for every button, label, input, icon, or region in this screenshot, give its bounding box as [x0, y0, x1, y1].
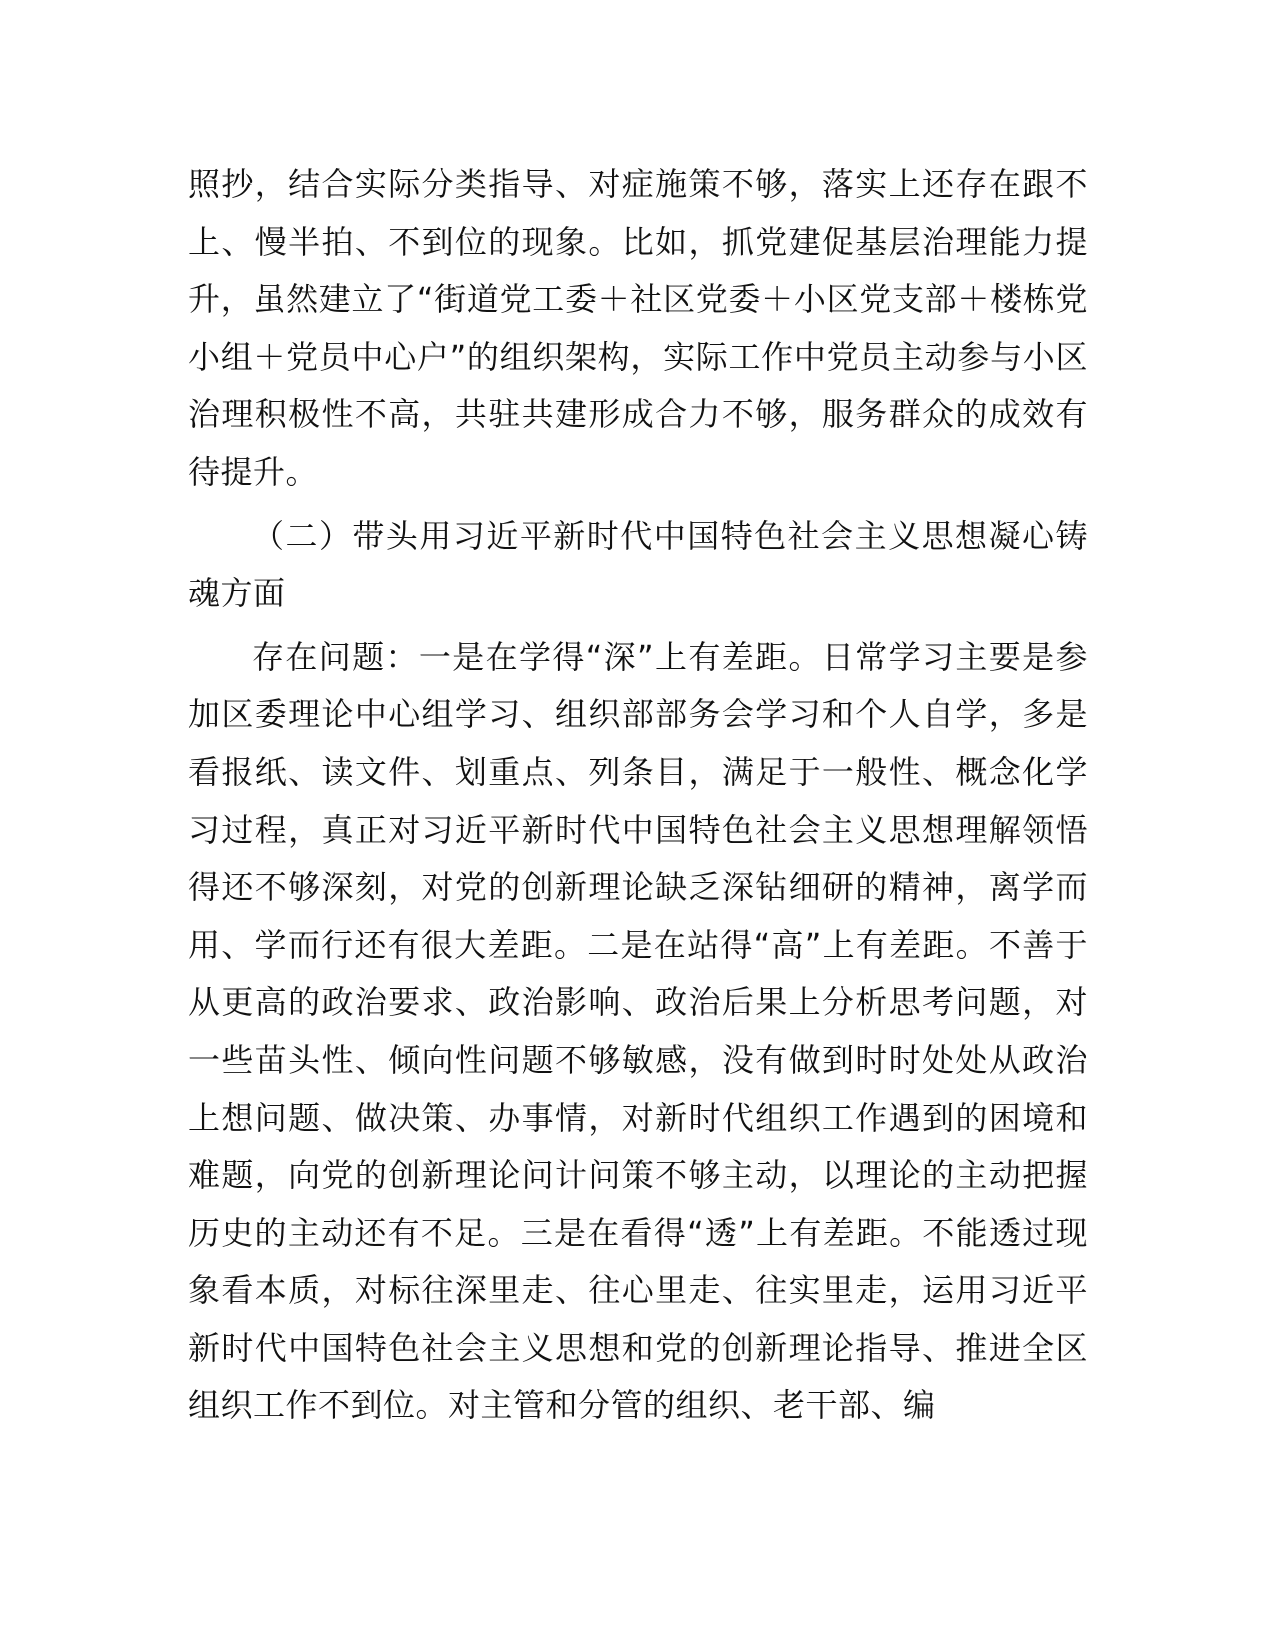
- section-heading: （二）带头用习近平新时代中国特色社会主义思想凝心铸魂方面: [188, 516, 1088, 613]
- problems-paragraph: 存在问题：一是在学得“深”上有差距。日常学习主要是参加区委理论中心组学习、组织部部务会学习和个人自学，多是看报纸、读文件、划重点、列条目，满足于一般性、概念化学习过程，真正对习近平新时代中国特色社会主义思想理解领悟得还不够深刻，对党的创新理论缺乏深钻细研的精神，离学而用、学而行还有很大差距。二是在站得“高”上有差距。不善于从更高的政治要求、政治影响、政治后果上分析思考问题，对一些苗头性、倾向性问题不够敏感，没有做到时时处处从政治上想问题、做决策、办事情，对新时代组织工作遇到的困境和难题，向党的创新理论问计问策不够主动，以理论的主动把握历史的主动还有不足。三是在看得“透”上有差距。不能透过现象看本质，对标往深里走、往心里走、往实里走，运用习近平新时代中国特色社会主义思想和党的创新理论指导、推进全区组织工作不到位。对主管和分管的组织、老干部、编: [188, 637, 1088, 1425]
- continued-paragraph: 照抄，结合实际分类指导、对症施策不够，落实上还存在跟不上、慢半拍、不到位的现象。比如，抓党建促基层治理能力提升，虽然建立了“街道党工委＋社区党委＋小区党支部＋楼栋党小组＋党员中心户”的组织架构，实际工作中党员主动参与小区治理积极性不高，共驻共建形成合力不够，服务群众的成效有待提升。: [188, 165, 1088, 491]
- document-page: [188, 156, 1088, 1441]
